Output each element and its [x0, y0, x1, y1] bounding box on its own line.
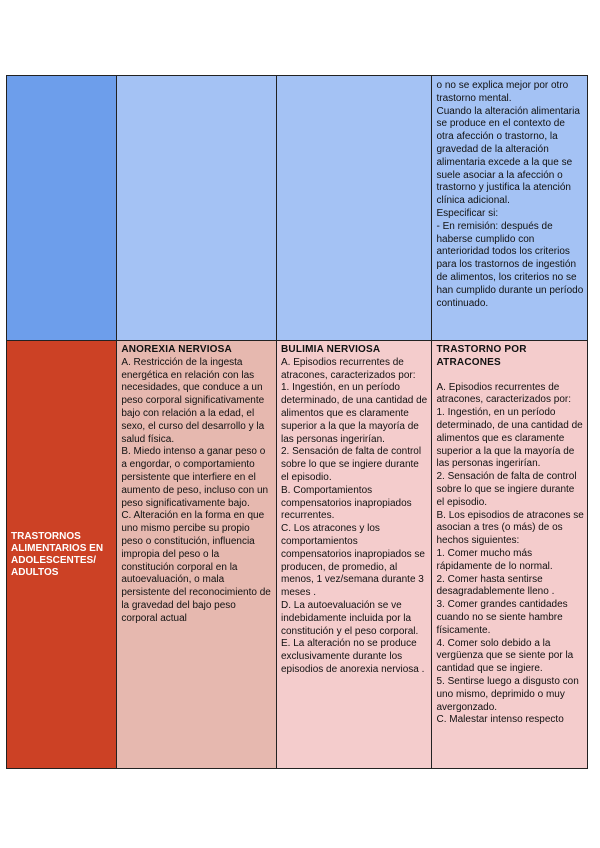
anorexia-cell	[117, 341, 277, 769]
row1-cell-3	[277, 76, 432, 341]
row1-label-cell	[7, 76, 117, 341]
anorexia-title: ANOREXIA NERVIOSA	[121, 344, 232, 355]
row1-continuation-text: o no se explica mejor por otro trastorno mental. Cuando la alteración alimentaria se produce en el contexto de otra afección o trastorno, la gravedad de la alteración alimentaria excede a la que se suele asociar a la afección o trastorno y justifica la atención clínica adicional. Especificar si: - En remisión: después de haberse cumplido con anterioridad todos los criterios para los trastornos de ingestión de alimentos, los criterios no se han cumplido durante un período continuado.	[436, 80, 584, 309]
bulimia-criteria: A. Episodios recurrentes de atracones, caracterizados por: 1. Ingestión, en un período determinado, de una cantidad de alimentos que es claramente superior a la que la mayoría de las personas ingerirían. 2. Sensación de falta de control sobre lo que se ingiere durante el episodio. B. Comportamientos compensatorios inapropiados recurrentes. C. Los atracones y los comportamientos compensatorios inapropiados se producen, de promedio, al menos, 1 vez/semana durante 3 meses . D. La autoevaluación se ve indebidamente incluida por la constitución y el peso corporal. E. La alteración no se produce exclusivamente durante los episodios de anorexia nerviosa .	[281, 356, 428, 675]
atracones-criteria: A. Episodios recurrentes de atracones, caracterizados por: 1. Ingestión, en un período determinado, de una cantidad de alimentos que es claramente superior a la que la mayoría de las personas ingerirían. 2. Sensación de falta de control sobre lo que se ingiere durante el episodio. B. Los episodios de atracones se asocian a tres (o más) de os hechos siguientes: 1. Comer mucho más rápidamente de lo normal. 2. Comer hasta sentirse desagradablemente lleno . 3. Comer grandes cantidades cuando no se siente hambre físicamente. 4. Comer solo debido a la vergüenza que se siente por la cantidad que se ingiere. 5. Sentirse luego a disgusto con uno mismo, deprimido o muy avergonzado. C. Malestar intenso respecto	[436, 381, 584, 726]
bulimia-cell	[277, 341, 432, 769]
row1-cell-4	[432, 76, 588, 341]
atracones-title: TRASTORNO POR ATRACONES	[436, 344, 527, 368]
table-row	[7, 76, 588, 341]
atracones-cell	[432, 341, 588, 769]
row1-cell-2	[117, 76, 277, 341]
table-row	[7, 341, 588, 769]
anorexia-criteria: A. Restricción de la ingesta energética en relación con las necesidades, que conduce a un peso corporal significativamente bajo con relación a la edad, el sexo, el curso del desarrollo y la salud física. B. Miedo intenso a ganar peso o a engordar, o comportamiento persistente que interfiere en el aumento de peso, incluso con un peso significativamente bajo. C. Alteración en la forma en que uno mismo percibe su propio peso o constitución, influencia impropia del peso o la constitución corporal en la autoevaluación, o mala persistente del reconocimiento de la gravedad del bajo peso corporal actual	[121, 356, 271, 624]
bulimia-title: BULIMIA NERVIOSA	[281, 344, 381, 355]
row2-label-cell	[7, 341, 117, 769]
row-label: TRASTORNOS ALIMENTARIOS EN ADOLESCENTES/ ADULTOS	[11, 531, 104, 578]
criteria-table	[6, 75, 588, 769]
